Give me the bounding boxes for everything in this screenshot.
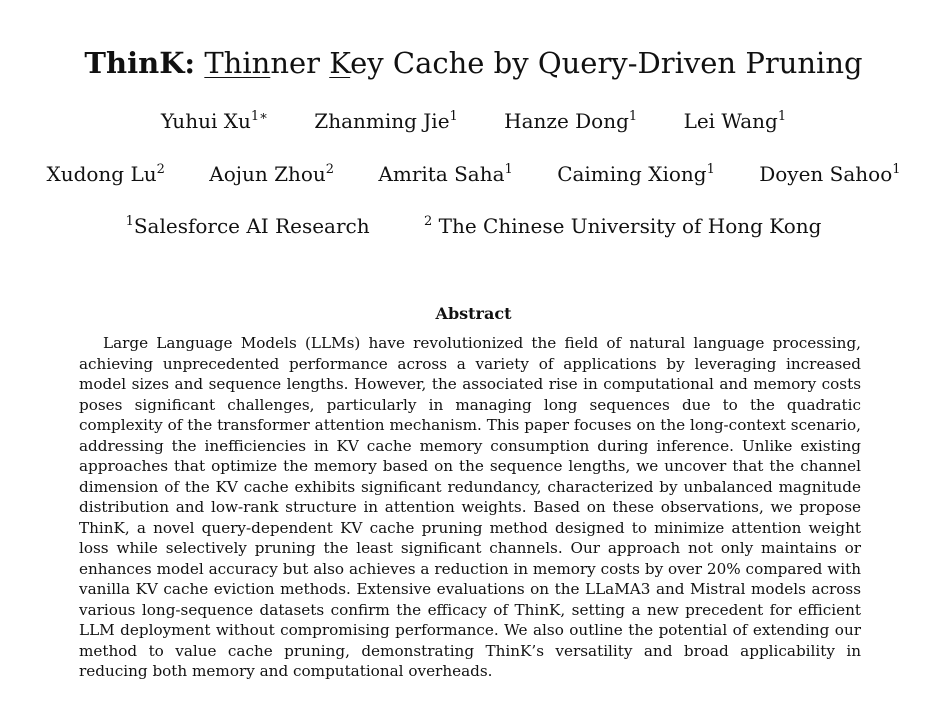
author-affiliation-mark: 2 [156,162,165,177]
author [209,161,334,187]
abstract-body: Large Language Models (LLMs) have revolutionized the field of natural language processing, achieving unprecedented performance across a variety of applications by leveraging increased model sizes and sequence lengths. However, the associated rise in computational and memory costs poses significant challenges, particularly in managing long sequences due to the quadratic complexity of the transformer attention mechanism. This paper focuses on the long-context scenario, addressing the inefficiencies in KV cache memory consumption during inference. Unlike existing approaches that optimize the memory based on the sequence lengths, we uncover that the channel dimension of the KV cache exhibits significant redundancy, characterized by unbalanced magnitude distribution and low-rank structure in attention weights. Based on these observations, we propose ThinK, a novel query-dependent KV cache pruning method designed to minimize attention weight loss while selectively pruning the least significant channels. Our approach not only maintains or enhances model accuracy but also achieves a reduction in memory costs by over 20% compared with vanilla KV cache eviction methods. Extensive evaluations on the LLaMA3 and Mistral models across various long-sequence datasets confirm the efficacy of ThinK, setting a new precedent for efficient LLM deployment without compromising performance. We also outline the potential of extending our method to value cache pruning, demonstrating ThinK’s versatility and broad applicability in reducing both memory and computational overheads. [79,334,861,680]
affiliation-mark: 2 [423,214,433,229]
author-name: Hanze Dong [504,109,629,133]
author-name: Xudong Lu [46,162,157,186]
author-name: Aojun Zhou [209,162,326,186]
author-affiliation-mark: 1 [777,109,787,124]
author [314,108,458,134]
author-affiliation-mark: 1 [706,162,715,177]
author-affiliation-mark: 1 [449,109,458,124]
author-name: Yuhui Xu [160,109,251,133]
author-affiliation-mark: 1 [892,162,901,177]
author-name: Caiming Xiong [557,162,707,186]
author [684,108,787,134]
author [557,161,715,187]
author-name: Doyen Sahoo [759,162,893,186]
affiliation [126,213,370,239]
title-rest: ey Cache by Query-Driven Pruning [350,46,863,80]
affiliation-name: The Chinese University of Hong Kong [432,214,822,238]
author [759,161,900,187]
author-name: Lei Wang [683,109,778,133]
author-affiliation-mark: 2 [325,162,335,177]
author-affiliation-mark: 1 [504,162,513,177]
author-affiliation-mark: 1∗ [250,109,268,124]
author [378,161,512,187]
affiliation [424,213,821,239]
author [504,108,637,134]
affiliation-name: Salesforce AI Research [133,214,370,238]
author-row-2 [0,161,947,187]
affiliation-mark: 1 [125,214,134,229]
paper-title [0,44,947,82]
affiliations [0,213,947,239]
author [46,161,164,187]
title-prefix: ThinK: [84,46,196,80]
abstract-heading: Abstract [435,304,512,323]
author-row-1 [0,108,947,134]
author-name: Amrita Saha [378,162,505,186]
title-underline-thin: Thin [204,46,271,80]
author [161,108,268,134]
author-affiliation-mark: 1 [628,109,638,124]
title-rest-ner: ner [270,46,321,80]
title-underline-k: K [329,46,351,80]
author-name: Zhanming Jie [314,109,450,133]
